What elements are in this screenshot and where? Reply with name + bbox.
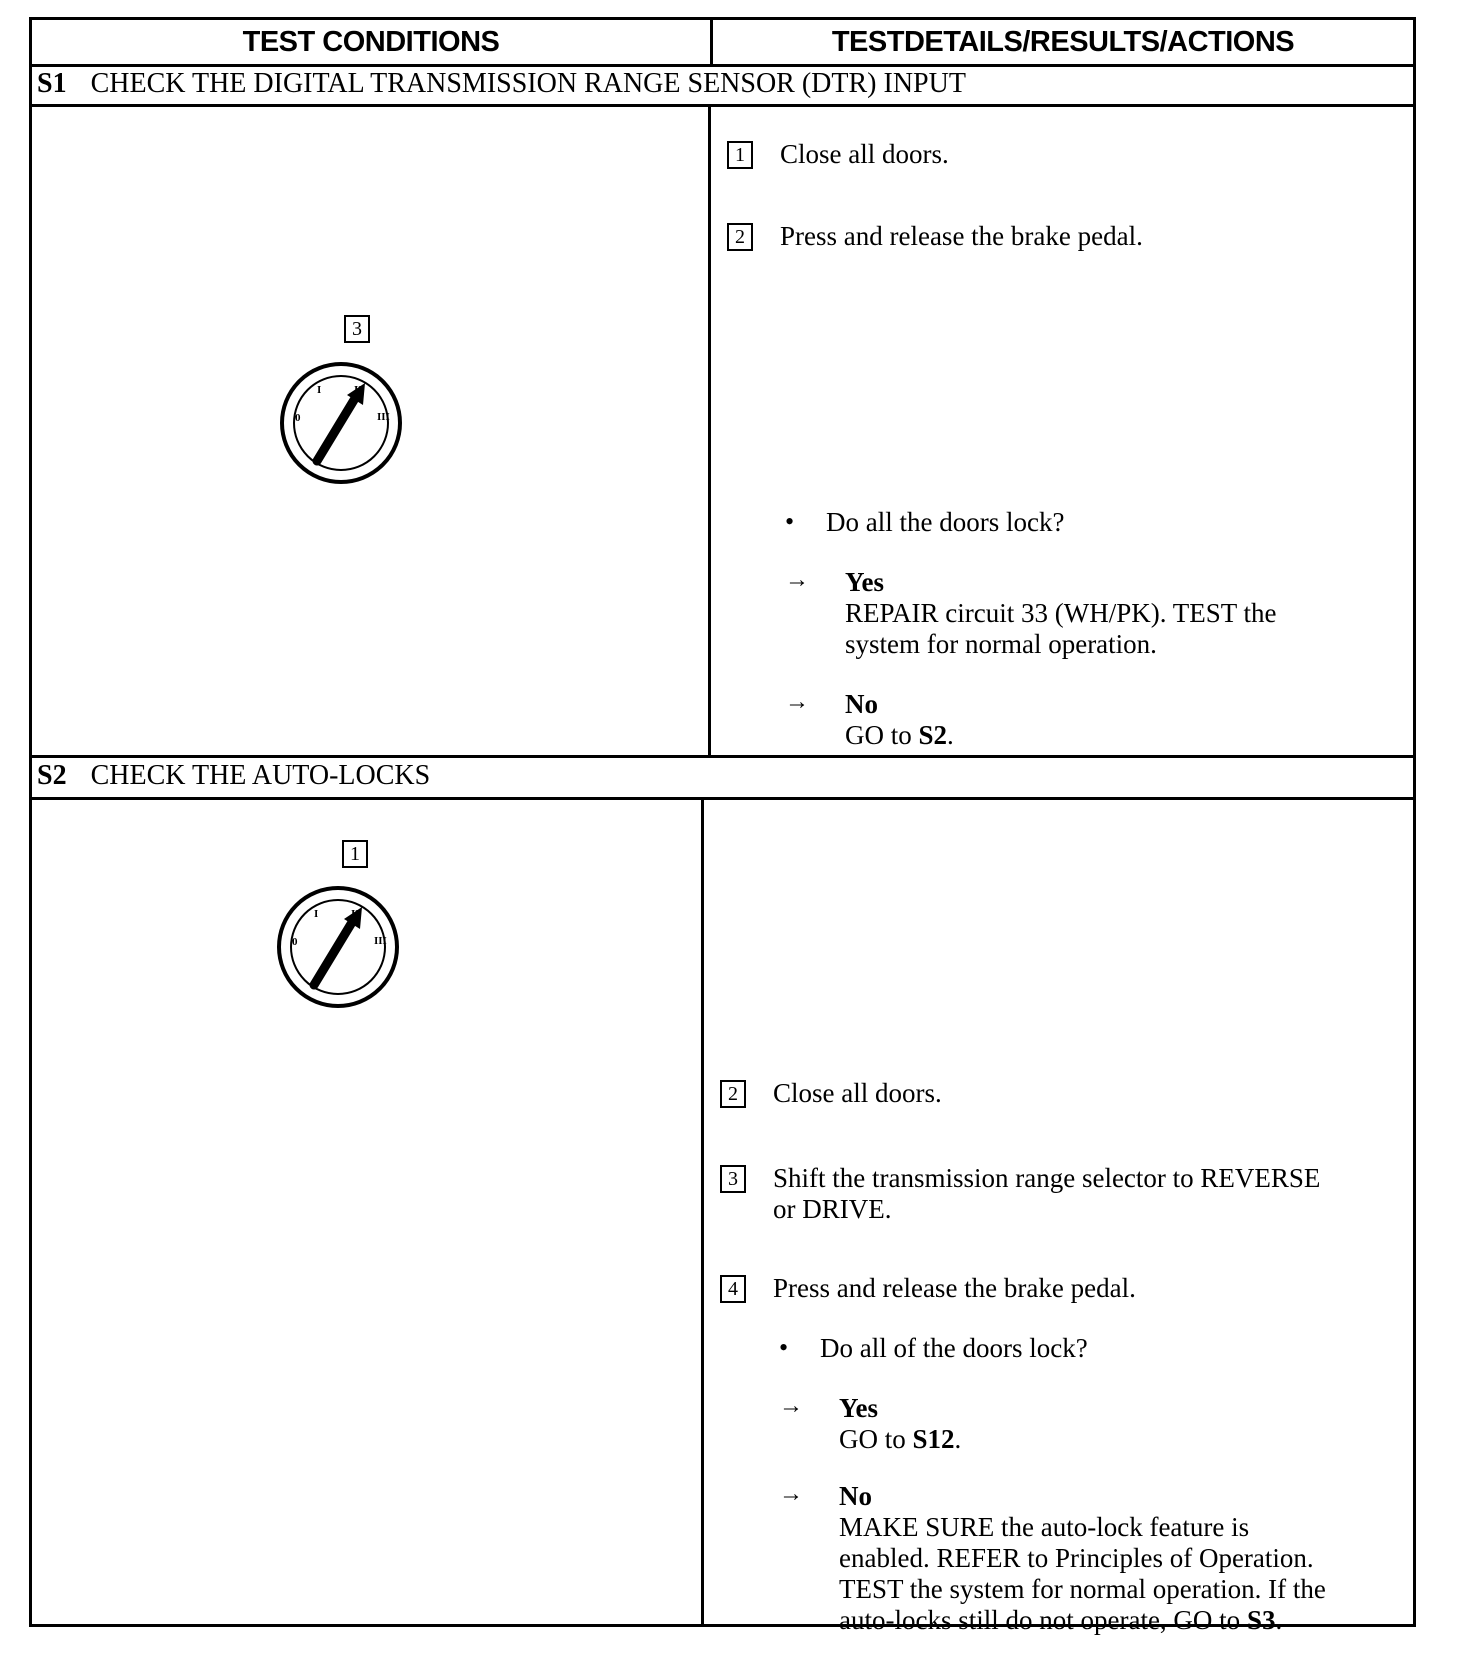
s2-step-3-box: 3 [720, 1165, 746, 1193]
s1-yes-arrow: → [785, 567, 809, 593]
s2-column-divider [701, 797, 704, 1627]
s2-step-4-text: Press and release the brake pedal. [773, 1273, 1136, 1303]
header-divider [29, 64, 1416, 67]
s1-no-target: S2 [918, 720, 948, 750]
s2-step-3-line-2: or DRIVE. [773, 1194, 892, 1224]
s2-no-label: No [839, 1481, 872, 1511]
s2-section-title [37, 760, 430, 792]
s1-step-1-box: 1 [727, 141, 753, 169]
header-test-details: TESTDETAILS/RESULTS/ACTIONS [831, 25, 1295, 58]
s2-step-3-text [773, 1163, 1320, 1225]
s2-no-line-4-target: S3 [1246, 1605, 1276, 1635]
s1-question-bullet: • [785, 507, 795, 536]
s2-no-line-3: TEST the system for normal operation. If the [839, 1574, 1326, 1604]
s1-no-label: No [845, 689, 878, 719]
dial-label-off: 0 [292, 936, 298, 948]
s2-yes-arrow: → [779, 1393, 803, 1419]
s1-yes-label: Yes [845, 567, 884, 597]
s1-yes-line-1: REPAIR circuit 33 (WH/PK). TEST the [845, 598, 1277, 628]
s1-step-1-text: Close all doors. [780, 139, 949, 169]
s1-yes-response [845, 567, 1277, 660]
table-right-border [1413, 17, 1416, 1627]
s2-question-bullet: • [779, 1333, 789, 1362]
dial-label-one: I [314, 908, 319, 920]
dial-label-off: 0 [295, 412, 301, 424]
s2-no-line-4-pre: auto-locks still do not operate, GO to [839, 1605, 1247, 1635]
s2-step-2-box: 2 [720, 1080, 746, 1108]
s2-no-line-1: MAKE SURE the auto-lock feature is [839, 1512, 1250, 1542]
s2-step-4-box: 4 [720, 1275, 746, 1303]
s2-section-heading: CHECK THE AUTO-LOCKS [90, 760, 431, 791]
s2-step-2-text: Close all doors. [773, 1078, 942, 1108]
diagnostic-table [29, 17, 1416, 1635]
s2-yes-post: . [954, 1424, 962, 1454]
s2-yes-response [839, 1393, 961, 1455]
header-test-conditions: TEST CONDITIONS [242, 25, 500, 58]
s1-yes-line-2: system for normal operation. [845, 629, 1157, 659]
s1-no-arrow: → [785, 689, 809, 715]
ignition-switch-run-icon [279, 361, 403, 485]
s2-no-arrow: → [779, 1481, 803, 1507]
s2-no-line-4-post: . [1275, 1605, 1283, 1635]
s2-step-3-line-1: Shift the transmission range selector to REVERSE [773, 1163, 1321, 1193]
s1-section-title [37, 68, 966, 100]
s2-title-divider [29, 797, 1416, 800]
s2-section-id: S2 [37, 760, 67, 791]
s2-no-line-2: enabled. REFER to Principles of Operation. [839, 1543, 1314, 1573]
dial-label-three: III [374, 935, 387, 947]
s1-bottom-divider [29, 755, 1416, 758]
s1-step-2-text: Press and release the brake pedal. [780, 221, 1143, 251]
s1-section-heading: CHECK THE DIGITAL TRANSMISSION RANGE SENSOR (DTR) INPUT [90, 68, 966, 99]
s1-no-post: . [947, 720, 954, 750]
s1-step-2-box: 2 [727, 223, 753, 251]
s1-column-divider [708, 104, 711, 758]
s1-question-text: Do all the doors lock? [826, 507, 1065, 537]
s1-no-response [845, 689, 954, 751]
table-left-border [29, 17, 32, 1627]
s2-yes-pre: GO to [839, 1424, 913, 1454]
s1-figure-step-box: 3 [344, 315, 370, 343]
s2-yes-label: Yes [839, 1393, 878, 1423]
s1-title-divider [29, 104, 1416, 107]
s2-yes-target: S12 [912, 1424, 955, 1454]
ignition-switch-run-icon [276, 885, 400, 1009]
s2-no-response [839, 1481, 1326, 1636]
dial-label-three: III [377, 411, 390, 423]
dial-label-one: I [317, 384, 322, 396]
s1-no-pre: GO to [845, 720, 919, 750]
s2-question-text: Do all of the doors lock? [820, 1333, 1088, 1363]
s1-section-id: S1 [37, 68, 67, 99]
s2-figure-step-box: 1 [342, 840, 368, 868]
